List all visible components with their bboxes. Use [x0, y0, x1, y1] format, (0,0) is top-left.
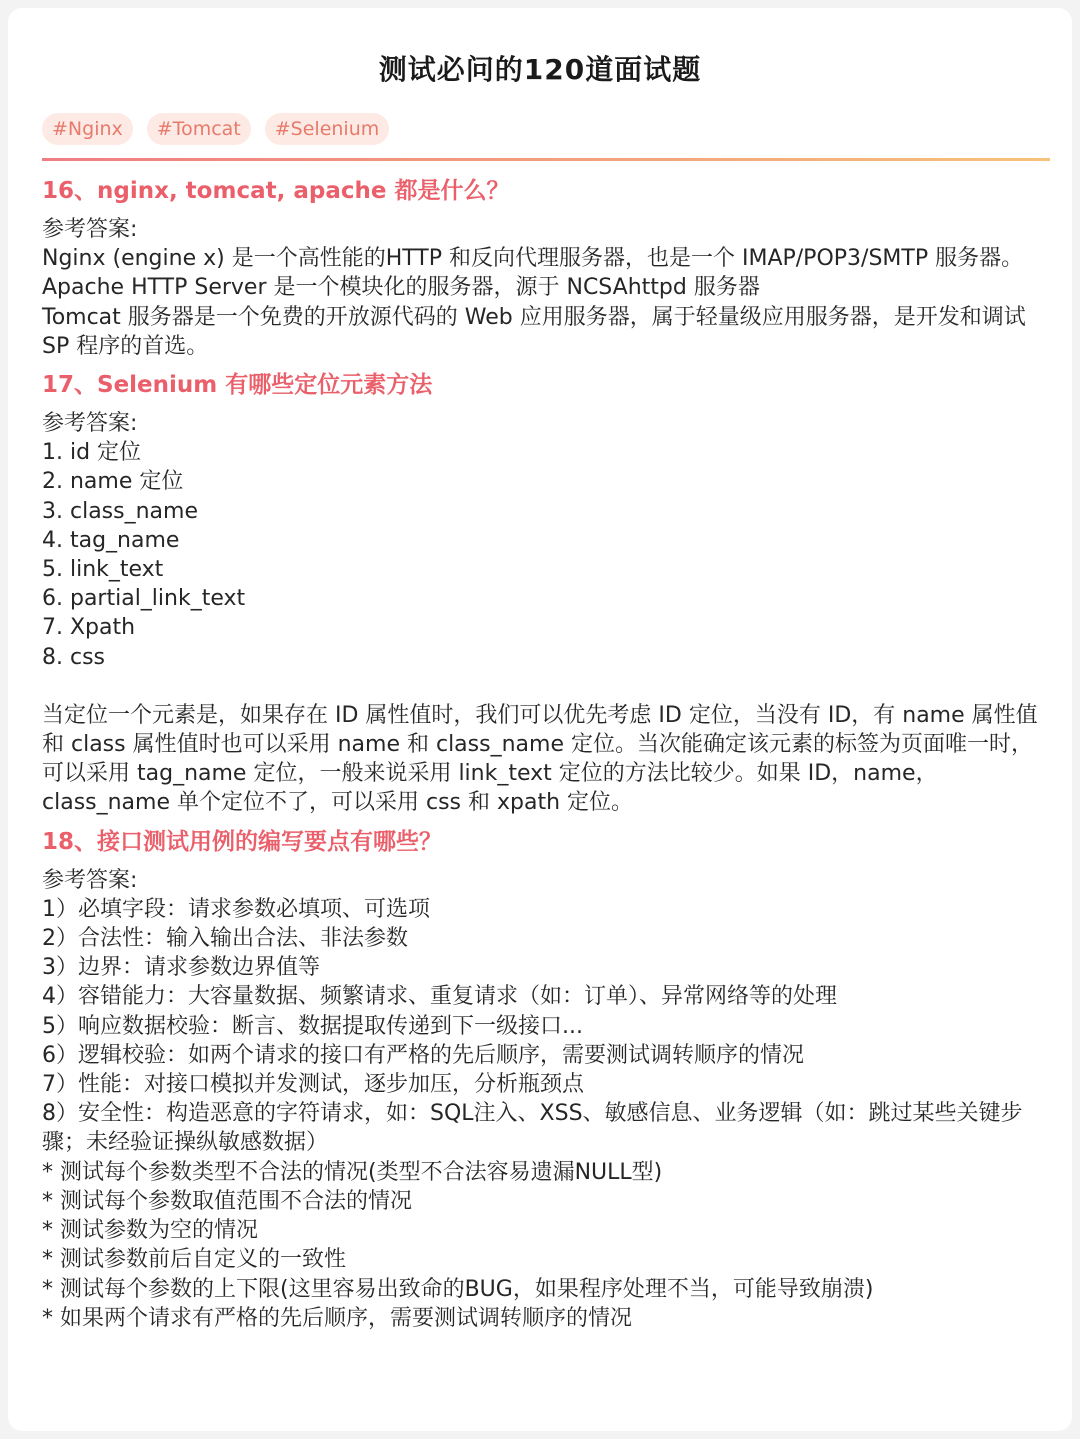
page-title: 测试必问的120道面试题 [378, 53, 702, 86]
bullet-item: * 测试参数为空的情况 [42, 1218, 258, 1244]
list-item: 3）边界：请求参数边界值等 [42, 955, 320, 981]
bullet-item: * 测试参数前后自定义的一致性 [42, 1247, 346, 1273]
answer-label: 参考答案: [42, 867, 138, 893]
question-heading: 18、接口测试用例的编写要点有哪些？ [42, 828, 443, 855]
bullet-item: * 测试每个参数类型不合法的情况(类型不合法容易遗漏NULL型) [42, 1159, 663, 1185]
title-divider [42, 158, 1050, 161]
list-item: 2. name 定位 [42, 469, 184, 495]
list-item: 3. class_name [42, 498, 198, 524]
question-section-17 [42, 370, 1052, 818]
list-item: 7）性能：对接口模拟并发测试，逐步加压，分析瓶颈点 [42, 1072, 584, 1098]
tag-nginx[interactable]: #Nginx [42, 113, 133, 145]
article-content [42, 176, 1052, 1342]
answer-line: Nginx (engine x) 是一个高性能的HTTP 和反向代理服务器，也是一个 IMAP/POP3/SMTP 服务器。 [42, 246, 1024, 272]
question-heading: 16、nginx, tomcat, apache 都是什么？ [42, 178, 510, 204]
question-section-16 [42, 176, 1052, 361]
bullet-item: * 测试每个参数的上下限(这里容易出致命的BUG，如果程序处理不当，可能导致崩溃) [42, 1276, 874, 1302]
list-item: 2）合法性：输入输出合法、非法参数 [42, 926, 408, 952]
question-section-18 [42, 827, 1052, 1333]
answer-paragraph: 当定位一个元素是，如果存在 ID 属性值时，我们可以优先考虑 ID 定位，当没有 ID，有 name 属性值和 class 属性值时也可以采用 name 和 class_name 定位。当次能确定该元素的标签为页面唯一时，可以采用 tag_name 定位，一般来说采用 link_text 定位的方法比较少。如果 ID，name，class_name 单个定位不了，可以采用 css 和 xpath 定位。 [42, 702, 1038, 816]
answer-line: Tomcat 服务器是一个免费的开放源代码的 Web 应用服务器，属于轻量级应用服务器，是开发和调试SP 程序的首选。 [42, 304, 1026, 359]
answer-line: Apache HTTP Server 是一个模块化的服务器，源于 NCSAhttpd 服务器 [42, 275, 760, 301]
tag-list [42, 113, 389, 145]
list-item: 1）必填字段：请求参数必填项、可选项 [42, 896, 430, 922]
spacer [42, 672, 1052, 701]
list-item: 8. css [42, 644, 106, 670]
tag-tomcat[interactable]: #Tomcat [147, 113, 251, 145]
list-item: 4. tag_name [42, 527, 180, 553]
answer-label: 参考答案: [42, 411, 138, 437]
list-item: 5）响应数据校验：断言、数据提取传递到下一级接口... [42, 1013, 583, 1039]
answer-body [42, 215, 1052, 361]
list-item: 4）容错能力：大容量数据、频繁请求、重复请求（如：订单）、异常网络等的处理 [42, 984, 837, 1010]
article-card [8, 8, 1072, 1431]
list-item: 8）安全性：构造恶意的字符请求，如：SQL注入、XSS、敏感信息、业务逻辑（如：跳过某些关键步骤；未经验证操纵敏感数据） [42, 1101, 1023, 1156]
bullet-item: * 测试每个参数取值范围不合法的情况 [42, 1188, 412, 1214]
list-item: 7. Xpath [42, 615, 136, 641]
list-item: 6. partial_link_text [42, 586, 246, 612]
list-item: 1. id 定位 [42, 440, 142, 466]
question-heading: 17、Selenium 有哪些定位元素方法 [42, 372, 433, 399]
list-item: 5. link_text [42, 557, 164, 583]
answer-body [42, 866, 1052, 1333]
list-item: 6）逻辑校验：如两个请求的接口有严格的先后顺序，需要测试调转顺序的情况 [42, 1042, 804, 1068]
answer-label: 参考答案: [42, 217, 138, 242]
bullet-item: * 如果两个请求有严格的先后顺序，需要测试调转顺序的情况 [42, 1305, 632, 1331]
answer-body [42, 409, 1052, 818]
tag-selenium[interactable]: #Selenium [265, 113, 390, 145]
